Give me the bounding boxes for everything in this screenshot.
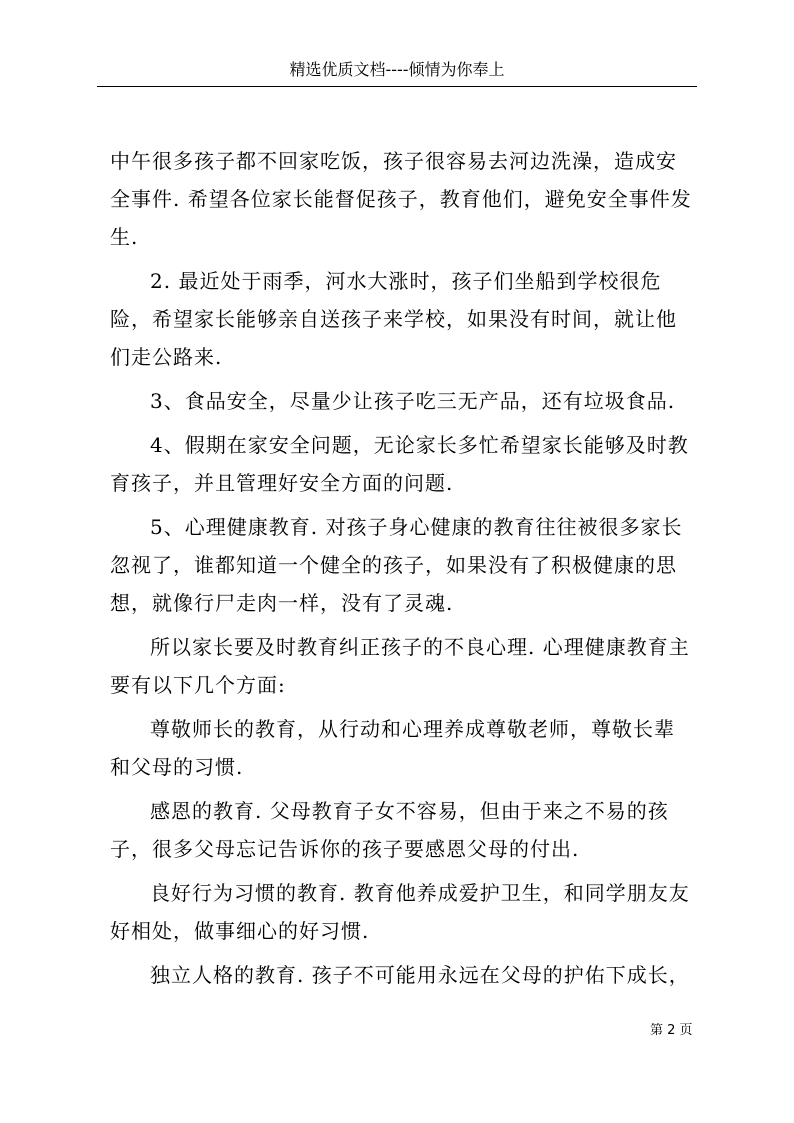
- page-number: 第 2 页: [650, 1023, 693, 1038]
- page-header: 精选优质文档----倾情为你奉上: [97, 58, 697, 87]
- paragraph-9: 良好行为习惯的教育. 教育他养成爱护卫生，和同学朋友友好相处，做事细心的好习惯.: [110, 881, 690, 943]
- paragraph-8: 感恩的教育. 父母教育子女不容易，但由于来之不易的孩子，很多父母忘记告诉你的孩子要感恩父母的付出.: [110, 799, 669, 861]
- paragraph-10: 独立人格的教育. 孩子不可能用永远在父母的护佑下成长，: [150, 963, 690, 987]
- paragraph-5: 5、心理健康教育. 对孩子身心健康的教育往往被很多家长忽视了，谁都知道一个健全的孩子，如果没有了积极健康的思想，就像行尸走肉一样，没有了灵魂.: [110, 515, 683, 615]
- paragraph-4: 4、假期在家安全问题，无论家长多忙希望家长能够及时教育孩子，并且管理好安全方面的问题.: [110, 433, 689, 495]
- paragraph-1: 中午很多孩子都不回家吃饭，孩子很容易去河边洗澡，造成安全事件. 希望各位家长能督促孩子，教育他们，避免安全事件发生.: [110, 149, 692, 249]
- paragraph-2: 2. 最近处于雨季，河水大涨时，孩子们坐船到学校很危险，希望家长能够亲自送孩子来学校，如果没有时间，就让他们走公路来.: [110, 269, 677, 369]
- paragraph-6: 所以家长要及时教育纠正孩子的不良心理. 心理健康教育主要有以下几个方面:: [110, 635, 690, 697]
- paragraph-7: 尊敬师长的教育，从行动和心理养成尊敬老师，尊敬长辈和父母的习惯.: [110, 717, 675, 779]
- document-body: [110, 142, 694, 1000]
- paragraph-3: 3、食品安全，尽量少让孩子吃三无产品，还有垃圾食品.: [150, 389, 676, 413]
